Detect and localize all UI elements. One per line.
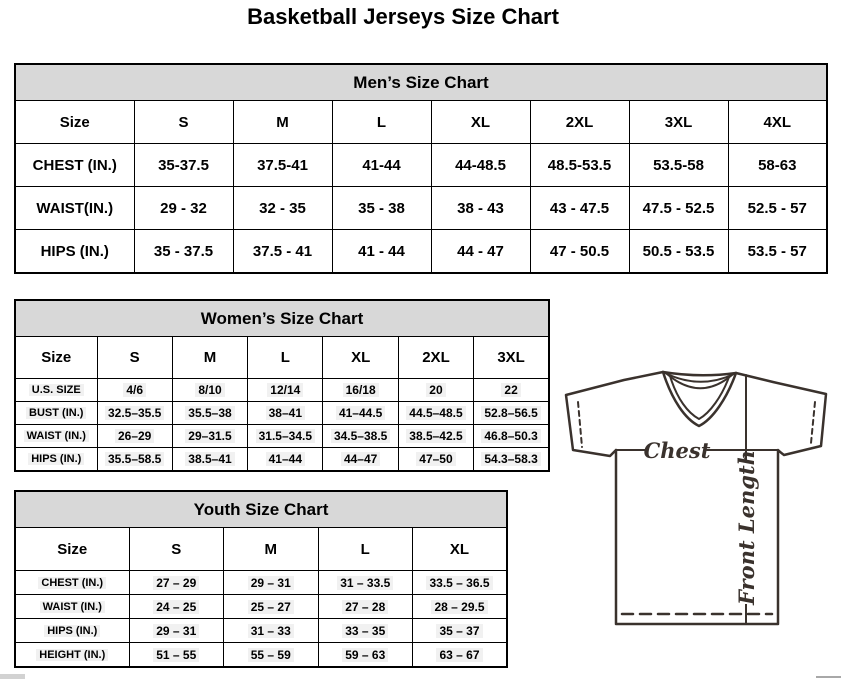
column-header: L	[332, 101, 431, 144]
cell-text: 29–31.5	[185, 429, 234, 443]
cell-text: 46.8–50.3	[481, 429, 540, 443]
table-cell	[474, 379, 549, 402]
cell-text: 41–44.5	[336, 406, 385, 420]
row-label-text: WAIST (IN.)	[24, 430, 89, 442]
table-cell	[398, 402, 473, 425]
mens-header-row	[15, 101, 827, 144]
cell-text: 31.5–34.5	[256, 429, 315, 443]
cell-text: 38.5–41	[185, 452, 234, 466]
row-label: CHEST (IN.)	[15, 144, 134, 187]
cell-text: 22	[501, 383, 520, 397]
table-row	[15, 402, 549, 425]
table-row	[15, 379, 549, 402]
cell-text: 4/6	[123, 383, 146, 397]
table-cell: 50.5 - 53.5	[629, 230, 728, 274]
table-cell	[224, 619, 319, 643]
column-header: XL	[323, 337, 398, 379]
table-cell: 35 - 37.5	[134, 230, 233, 274]
cell-text: 54.3–58.3	[481, 452, 540, 466]
table-cell	[323, 379, 398, 402]
cell-text: 27 – 29	[153, 576, 199, 590]
table-cell: 38 - 43	[431, 187, 530, 230]
row-label	[15, 402, 97, 425]
table-cell	[474, 402, 549, 425]
cell-text: 35.5–38	[185, 406, 234, 420]
column-header: 3XL	[629, 101, 728, 144]
table-cell	[413, 643, 508, 668]
cell-text: 28 – 29.5	[431, 600, 487, 614]
column-header: M	[224, 528, 319, 571]
table-row	[15, 144, 827, 187]
cell-text: 12/14	[267, 383, 303, 397]
table-cell	[323, 448, 398, 472]
table-cell: 53.5 - 57	[728, 230, 827, 274]
table-cell	[318, 619, 413, 643]
left-cuff-dashed-seam	[578, 402, 582, 447]
table-cell	[398, 379, 473, 402]
table-cell: 41 - 44	[332, 230, 431, 274]
row-label	[15, 379, 97, 402]
jersey-measurement-diagram	[556, 362, 840, 628]
table-cell	[318, 595, 413, 619]
row-label	[15, 448, 97, 472]
column-header: Size	[15, 337, 97, 379]
mens-table-title: Men’s Size Chart	[15, 64, 827, 101]
right-cuff-dashed-seam	[811, 402, 815, 443]
column-header: M	[233, 101, 332, 144]
column-header: 3XL	[474, 337, 549, 379]
table-cell	[129, 619, 224, 643]
column-header: 2XL	[530, 101, 629, 144]
table-cell: 58-63	[728, 144, 827, 187]
table-cell	[224, 643, 319, 668]
row-label-text: HEIGHT (IN.)	[36, 649, 108, 661]
table-cell: 35 - 38	[332, 187, 431, 230]
table-cell	[398, 448, 473, 472]
table-cell: 44-48.5	[431, 144, 530, 187]
cell-text: 33 – 35	[342, 624, 388, 638]
table-cell: 47 - 50.5	[530, 230, 629, 274]
table-cell: 41-44	[332, 144, 431, 187]
front-length-label: Front Length	[734, 450, 759, 605]
cell-text: 27 – 28	[342, 600, 388, 614]
table-row	[15, 571, 507, 595]
cell-text: 44.5–48.5	[406, 406, 465, 420]
table-row	[15, 643, 507, 668]
cell-text: 52.8–56.5	[481, 406, 540, 420]
table-cell	[248, 402, 323, 425]
column-header: S	[134, 101, 233, 144]
row-label-text: U.S. SIZE	[29, 384, 84, 396]
cell-text: 24 – 25	[153, 600, 199, 614]
table-row	[15, 230, 827, 274]
row-label-text: CHEST (IN.)	[38, 577, 106, 589]
table-cell	[474, 448, 549, 472]
cell-text: 29 – 31	[153, 624, 199, 638]
jersey-outline	[566, 372, 826, 624]
cell-text: 34.5–38.5	[331, 429, 390, 443]
column-header: 4XL	[728, 101, 827, 144]
table-cell	[323, 402, 398, 425]
table-cell	[248, 425, 323, 448]
cell-text: 35.5–58.5	[105, 452, 164, 466]
table-cell: 37.5 - 41	[233, 230, 332, 274]
table-cell	[129, 595, 224, 619]
column-header: S	[97, 337, 172, 379]
column-header: XL	[413, 528, 508, 571]
column-header: L	[318, 528, 413, 571]
cell-text: 31 – 33	[248, 624, 294, 638]
cell-text: 35 – 37	[436, 624, 482, 638]
row-label-text: BUST (IN.)	[26, 407, 86, 419]
table-cell	[172, 448, 247, 472]
cell-text: 25 – 27	[248, 600, 294, 614]
table-row	[15, 448, 549, 472]
table-cell	[413, 571, 508, 595]
cell-text: 63 – 67	[436, 648, 482, 662]
table-cell: 32 - 35	[233, 187, 332, 230]
womens-table-title: Women’s Size Chart	[15, 300, 549, 337]
table-cell	[318, 643, 413, 668]
row-label: HIPS (IN.)	[15, 230, 134, 274]
table-cell	[172, 425, 247, 448]
table-cell	[224, 595, 319, 619]
table-cell: 29 - 32	[134, 187, 233, 230]
table-row	[15, 619, 507, 643]
row-label-text: HIPS (IN.)	[28, 453, 84, 465]
table-cell	[474, 425, 549, 448]
row-label	[15, 571, 129, 595]
table-cell	[172, 402, 247, 425]
column-header: L	[248, 337, 323, 379]
table-row	[15, 595, 507, 619]
table-cell: 48.5-53.5	[530, 144, 629, 187]
cell-text: 55 – 59	[248, 648, 294, 662]
chest-label: Chest	[643, 438, 711, 463]
cell-text: 38–41	[266, 406, 305, 420]
table-cell	[318, 571, 413, 595]
row-label: WAIST(IN.)	[15, 187, 134, 230]
table-cell	[97, 448, 172, 472]
column-header: M	[172, 337, 247, 379]
youth-table-title: Youth Size Chart	[15, 491, 507, 528]
column-header: Size	[15, 528, 129, 571]
row-label-text: WAIST (IN.)	[40, 601, 105, 613]
cell-text: 26–29	[115, 429, 154, 443]
table-row	[15, 187, 827, 230]
column-header: Size	[15, 101, 134, 144]
table-cell	[97, 402, 172, 425]
cell-text: 47–50	[416, 452, 455, 466]
row-label	[15, 619, 129, 643]
column-header: XL	[431, 101, 530, 144]
column-header: 2XL	[398, 337, 473, 379]
table-cell: 44 - 47	[431, 230, 530, 274]
youth-table-title-row	[15, 491, 507, 528]
row-label-text: HIPS (IN.)	[44, 625, 100, 637]
cell-text: 44–47	[341, 452, 380, 466]
womens-header-row	[15, 337, 549, 379]
column-header: S	[129, 528, 224, 571]
cell-text: 51 – 55	[153, 648, 199, 662]
table-cell	[129, 643, 224, 668]
table-cell	[224, 571, 319, 595]
table-cell	[248, 379, 323, 402]
cell-text: 33.5 – 36.5	[426, 576, 492, 590]
table-cell	[97, 425, 172, 448]
horizontal-scrollbar-fragment[interactable]	[816, 676, 841, 678]
table-cell	[398, 425, 473, 448]
mens-table-title-row	[15, 64, 827, 101]
table-cell: 35-37.5	[134, 144, 233, 187]
womens-table-title-row	[15, 300, 549, 337]
table-cell	[97, 379, 172, 402]
youth-size-table	[14, 490, 508, 668]
cell-text: 8/10	[195, 383, 224, 397]
collar-top-edge	[663, 372, 736, 375]
table-cell	[413, 595, 508, 619]
table-cell: 37.5-41	[233, 144, 332, 187]
cell-text: 20	[426, 383, 445, 397]
table-cell	[248, 448, 323, 472]
table-cell	[172, 379, 247, 402]
page-title: Basketball Jerseys Size Chart	[247, 4, 559, 29]
row-label	[15, 425, 97, 448]
cell-text: 38.5–42.5	[406, 429, 465, 443]
table-cell: 43 - 47.5	[530, 187, 629, 230]
cell-text: 29 – 31	[248, 576, 294, 590]
table-cell	[413, 619, 508, 643]
cell-text: 16/18	[343, 383, 379, 397]
table-cell	[323, 425, 398, 448]
cell-text: 41–44	[266, 452, 305, 466]
row-label	[15, 595, 129, 619]
table-cell: 53.5-58	[629, 144, 728, 187]
row-label	[15, 643, 129, 668]
table-cell: 52.5 - 57	[728, 187, 827, 230]
cell-text: 32.5–35.5	[105, 406, 164, 420]
mens-size-table	[14, 63, 828, 274]
youth-header-row	[15, 528, 507, 571]
womens-size-table	[14, 299, 550, 472]
table-cell	[129, 571, 224, 595]
table-cell: 47.5 - 52.5	[629, 187, 728, 230]
cell-text: 31 – 33.5	[337, 576, 393, 590]
cell-text: 59 – 63	[342, 648, 388, 662]
horizontal-scrollbar-thumb[interactable]	[0, 674, 25, 679]
table-row	[15, 425, 549, 448]
